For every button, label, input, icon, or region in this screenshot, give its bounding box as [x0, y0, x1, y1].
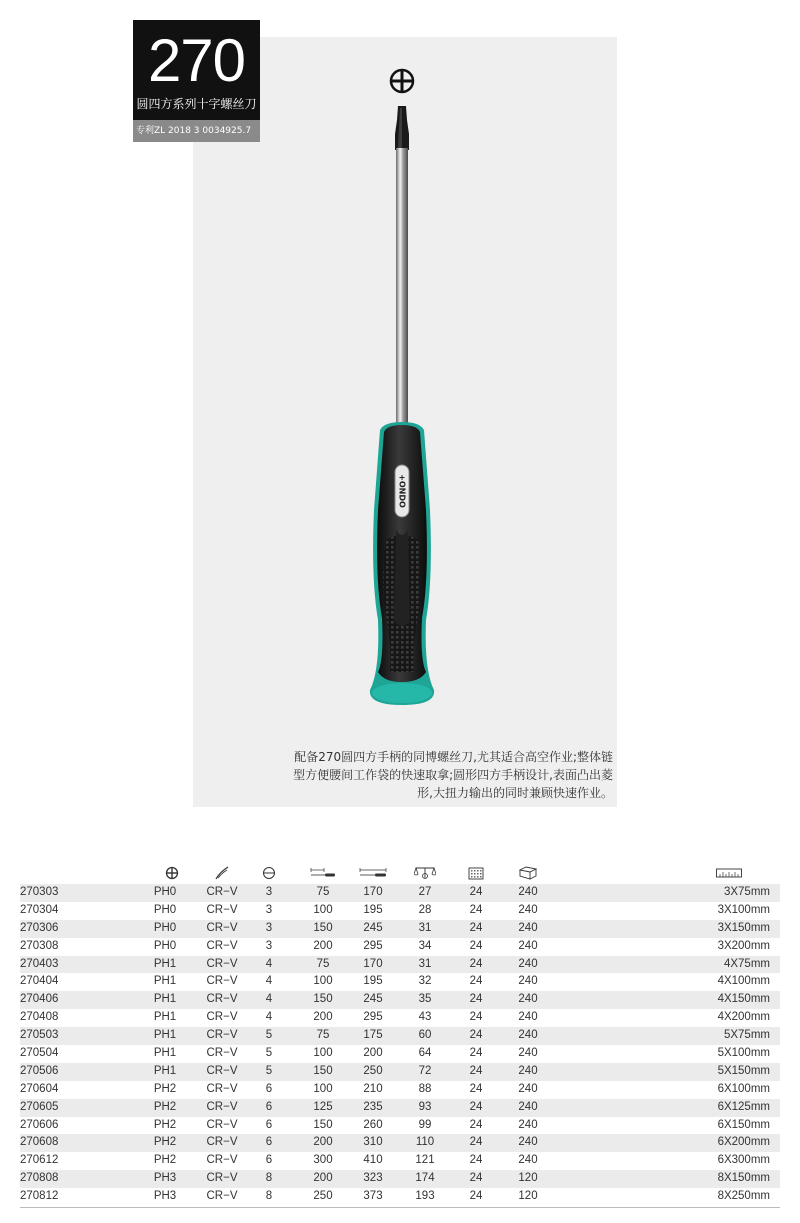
cell-carton: 240: [518, 993, 538, 1006]
cell-inner: 24: [469, 1136, 483, 1149]
cell-tip: PH1: [153, 957, 177, 970]
cell-carton: 240: [518, 921, 538, 934]
blade-length-icon: [308, 862, 338, 884]
cell-size: 6X200mm: [717, 1136, 770, 1149]
cell-blade: 150: [313, 1064, 333, 1077]
cell-inner: 24: [469, 993, 483, 1006]
cell-inner: 24: [469, 1011, 483, 1024]
cell-weight: 35: [418, 993, 432, 1006]
cell-code: 270612: [20, 1154, 59, 1167]
cell-total: 260: [363, 1118, 383, 1131]
cell-tip: PH2: [153, 1136, 177, 1149]
cell-inner: 24: [469, 1082, 483, 1095]
cell-total: 245: [363, 921, 383, 934]
cell-carton: 240: [518, 1082, 538, 1095]
cell-weight: 34: [418, 939, 432, 952]
cell-code: 270506: [20, 1064, 59, 1077]
cell-size: 5X150mm: [717, 1064, 770, 1077]
cell-tip: PH2: [153, 1100, 177, 1113]
cell-size: 6X100mm: [717, 1082, 770, 1095]
cell-dia: 3: [265, 886, 273, 898]
cell-total: 195: [363, 975, 383, 988]
cell-dia: 8: [265, 1190, 273, 1203]
table-row: [20, 1063, 780, 1081]
badge-bottom: [133, 120, 260, 142]
cell-total: 200: [363, 1047, 383, 1060]
cell-dia: 3: [265, 939, 273, 952]
cell-weight: 99: [418, 1118, 432, 1131]
cell-blade: 250: [313, 1190, 333, 1203]
cell-code: 270604: [20, 1082, 59, 1095]
cell-total: 170: [363, 886, 383, 898]
description-line: 配备270圆四方手柄的同博螺丝刀,尤其适合高空作业;整体链: [294, 750, 613, 764]
cell-size: 3X75mm: [723, 886, 770, 898]
cell-inner: 24: [469, 939, 483, 952]
cell-mat: CR−V: [206, 1136, 238, 1149]
cell-mat: CR−V: [206, 1190, 238, 1203]
cell-tip: PH2: [153, 1118, 177, 1131]
cell-total: 235: [363, 1100, 383, 1113]
table-bottom-rule: [20, 1207, 780, 1208]
cell-inner: 24: [469, 921, 483, 934]
description-line: 形,大扭力输出的同时兼顾快速作业。: [417, 786, 613, 800]
cell-inner: 24: [469, 1100, 483, 1113]
table-row: [20, 991, 780, 1009]
table-row: [20, 920, 780, 938]
cell-size: 4X200mm: [717, 1011, 770, 1024]
cell-total: 250: [363, 1064, 383, 1077]
cell-dia: 6: [265, 1118, 273, 1131]
cell-dia: 5: [265, 1029, 273, 1042]
table-body: [20, 884, 780, 1206]
table-header: [20, 862, 780, 884]
cell-blade: 300: [313, 1154, 333, 1167]
cell-total: 175: [363, 1029, 383, 1042]
cell-blade: 150: [313, 921, 333, 934]
cell-blade: 200: [313, 1136, 333, 1149]
cell-blade: 125: [313, 1100, 333, 1113]
table-row: [20, 1009, 780, 1027]
cell-mat: CR−V: [206, 939, 238, 952]
cell-size: 5X100mm: [717, 1047, 770, 1060]
cell-size: 5X75mm: [723, 1029, 770, 1042]
cell-mat: CR−V: [206, 1154, 238, 1167]
cell-inner: 24: [469, 1029, 483, 1042]
cell-weight: 72: [418, 1064, 432, 1077]
spec-table: [20, 862, 780, 1206]
cell-dia: 6: [265, 1082, 273, 1095]
cell-inner: 24: [469, 886, 483, 898]
screwdriver-shaft: [396, 148, 408, 448]
cell-carton: 240: [518, 975, 538, 988]
cell-weight: 31: [418, 921, 432, 934]
cell-size: 4X100mm: [717, 975, 770, 988]
phillips-icon: [391, 70, 413, 92]
model-number: 270: [147, 27, 246, 94]
badge-top: [133, 20, 260, 120]
cell-code: 270503: [20, 1029, 59, 1042]
cell-size: 8X250mm: [717, 1190, 770, 1203]
cell-mat: CR−V: [206, 921, 238, 934]
cell-blade: 75: [316, 886, 330, 898]
patent-number: 专利ZL 2018 3 0034925.7: [136, 126, 252, 136]
cell-weight: 31: [418, 957, 432, 970]
cell-code: 270308: [20, 939, 59, 952]
cell-weight: 28: [418, 903, 432, 916]
cell-blade: 100: [313, 1047, 333, 1060]
cell-code: 270303: [20, 886, 59, 898]
cell-tip: PH3: [153, 1172, 177, 1185]
cell-blade: 150: [313, 993, 333, 1006]
cell-inner: 24: [469, 1047, 483, 1060]
cell-blade: 75: [316, 957, 330, 970]
cell-blade: 100: [313, 903, 333, 916]
table-row: [20, 1027, 780, 1045]
cell-weight: 88: [418, 1082, 432, 1095]
cell-code: 270504: [20, 1047, 59, 1060]
table-row: [20, 1170, 780, 1188]
cell-total: 210: [363, 1082, 383, 1095]
cell-weight: 60: [418, 1029, 432, 1042]
cell-carton: 240: [518, 1118, 538, 1131]
cell-dia: 4: [265, 975, 273, 988]
cell-weight: 121: [415, 1154, 435, 1167]
cell-mat: CR−V: [206, 1172, 238, 1185]
cell-tip: PH1: [153, 1011, 177, 1024]
cell-size: 4X150mm: [717, 993, 770, 1006]
cell-carton: 240: [518, 1136, 538, 1149]
cell-inner: 24: [469, 1064, 483, 1077]
model-badge: [133, 20, 260, 142]
cell-carton: 240: [518, 1011, 538, 1024]
cell-dia: 5: [265, 1047, 273, 1060]
cell-size: 6X150mm: [717, 1118, 770, 1131]
cell-blade: 200: [313, 939, 333, 952]
cell-size: 6X125mm: [717, 1100, 770, 1113]
cell-carton: 240: [518, 939, 538, 952]
cell-total: 195: [363, 903, 383, 916]
cell-blade: 75: [316, 1029, 330, 1042]
cell-code: 270404: [20, 975, 59, 988]
cell-code: 270608: [20, 1136, 59, 1149]
cell-code: 270812: [20, 1190, 59, 1203]
table-row: [20, 1081, 780, 1099]
cell-tip: PH2: [153, 1154, 177, 1167]
cell-total: 295: [363, 939, 383, 952]
product-description: [285, 748, 613, 802]
cell-dia: 4: [265, 1011, 273, 1024]
cell-tip: PH0: [153, 903, 177, 916]
cell-carton: 240: [518, 957, 538, 970]
description-line: 型方便腰间工作袋的快速取拿;圆形四方手柄设计,表面凸出菱: [293, 768, 613, 782]
cell-tip: PH0: [153, 921, 177, 934]
table-row: [20, 1134, 780, 1152]
cell-carton: 240: [518, 1064, 538, 1077]
inner-box-icon: [461, 862, 491, 884]
handle-brand: +ONDO: [397, 474, 407, 508]
cell-dia: 3: [265, 921, 273, 934]
cell-dia: 4: [265, 957, 273, 970]
cell-size: 3X150mm: [717, 921, 770, 934]
cell-blade: 100: [313, 975, 333, 988]
cell-mat: CR−V: [206, 886, 238, 898]
cell-total: 410: [363, 1154, 383, 1167]
cell-tip: PH1: [153, 1064, 177, 1077]
cell-size: 3X200mm: [717, 939, 770, 952]
cell-carton: 240: [518, 1154, 538, 1167]
cell-dia: 6: [265, 1100, 273, 1113]
cell-code: 270403: [20, 957, 59, 970]
cell-inner: 24: [469, 903, 483, 916]
table-row: [20, 973, 780, 991]
cell-dia: 3: [265, 903, 273, 916]
cell-tip: PH0: [153, 939, 177, 952]
cell-code: 270408: [20, 1011, 59, 1024]
cell-total: 295: [363, 1011, 383, 1024]
cell-tip: PH1: [153, 1029, 177, 1042]
table-row: [20, 902, 780, 920]
cell-weight: 27: [418, 886, 432, 898]
cell-code: 270808: [20, 1172, 59, 1185]
cell-dia: 4: [265, 993, 273, 1006]
cell-mat: CR−V: [206, 1082, 238, 1095]
series-title: 圆四方系列十字螺丝刀: [136, 97, 257, 111]
table-row: [20, 938, 780, 956]
cell-size: 4X75mm: [723, 957, 770, 970]
cell-weight: 32: [418, 975, 432, 988]
cell-inner: 24: [469, 975, 483, 988]
cell-blade: 200: [313, 1011, 333, 1024]
cell-code: 270606: [20, 1118, 59, 1131]
table-row: [20, 1188, 780, 1206]
cell-weight: 43: [418, 1011, 432, 1024]
cell-tip: PH2: [153, 1082, 177, 1095]
cell-size: 8X150mm: [717, 1172, 770, 1185]
cell-inner: 24: [469, 1172, 483, 1185]
cell-carton: 240: [518, 903, 538, 916]
cell-code: 270304: [20, 903, 59, 916]
cell-weight: 93: [418, 1100, 432, 1113]
cell-total: 373: [363, 1190, 383, 1203]
cell-tip: PH1: [153, 975, 177, 988]
cell-tip: PH0: [153, 886, 177, 898]
cell-carton: 240: [518, 886, 538, 898]
cell-dia: 5: [265, 1064, 273, 1077]
cell-tip: PH1: [153, 1047, 177, 1060]
table-row: [20, 1152, 780, 1170]
cell-total: 310: [363, 1136, 383, 1149]
cell-blade: 150: [313, 1118, 333, 1131]
cell-weight: 110: [415, 1136, 435, 1149]
cell-inner: 24: [469, 1190, 483, 1203]
table-row: [20, 956, 780, 974]
cell-mat: CR−V: [206, 903, 238, 916]
cell-code: 270406: [20, 993, 59, 1006]
cell-dia: 8: [265, 1172, 273, 1185]
cell-mat: CR−V: [206, 1029, 238, 1042]
phillips-icon: [157, 862, 187, 884]
cell-inner: 24: [469, 1154, 483, 1167]
cell-mat: CR−V: [206, 993, 238, 1006]
cell-mat: CR−V: [206, 1011, 238, 1024]
cell-weight: 193: [415, 1190, 435, 1203]
size-ruler-icon: [714, 862, 744, 884]
cell-weight: 64: [418, 1047, 432, 1060]
cell-mat: CR−V: [206, 975, 238, 988]
cell-size: 3X100mm: [717, 903, 770, 916]
cell-blade: 100: [313, 1082, 333, 1095]
cell-mat: CR−V: [206, 1064, 238, 1077]
cell-mat: CR−V: [206, 957, 238, 970]
cell-code: 270605: [20, 1100, 59, 1113]
cell-weight: 174: [415, 1172, 435, 1185]
table-row: [20, 884, 780, 902]
cell-mat: CR−V: [206, 1118, 238, 1131]
shank-diameter-icon: [254, 862, 284, 884]
weight-icon: [410, 862, 440, 884]
cell-mat: CR−V: [206, 1047, 238, 1060]
cell-tip: PH3: [153, 1190, 177, 1203]
cell-carton: 240: [518, 1100, 538, 1113]
cell-total: 323: [363, 1172, 383, 1185]
cell-mat: CR−V: [206, 1100, 238, 1113]
cell-dia: 6: [265, 1154, 273, 1167]
cell-code: 270306: [20, 921, 59, 934]
cell-carton: 240: [518, 1029, 538, 1042]
cell-total: 245: [363, 993, 383, 1006]
cell-total: 170: [363, 957, 383, 970]
cell-inner: 24: [469, 1118, 483, 1131]
cell-tip: PH1: [153, 993, 177, 1006]
cell-blade: 200: [313, 1172, 333, 1185]
carton-icon: [513, 862, 543, 884]
total-length-icon: [358, 862, 388, 884]
cell-carton: 120: [518, 1172, 538, 1185]
cell-dia: 6: [265, 1136, 273, 1149]
table-row: [20, 1117, 780, 1135]
table-row: [20, 1045, 780, 1063]
table-row: [20, 1099, 780, 1117]
cell-carton: 120: [518, 1190, 538, 1203]
screwdriver-illustration: [340, 60, 470, 710]
material-icon: [207, 862, 237, 884]
cell-carton: 240: [518, 1047, 538, 1060]
cell-size: 6X300mm: [717, 1154, 770, 1167]
cell-inner: 24: [469, 957, 483, 970]
